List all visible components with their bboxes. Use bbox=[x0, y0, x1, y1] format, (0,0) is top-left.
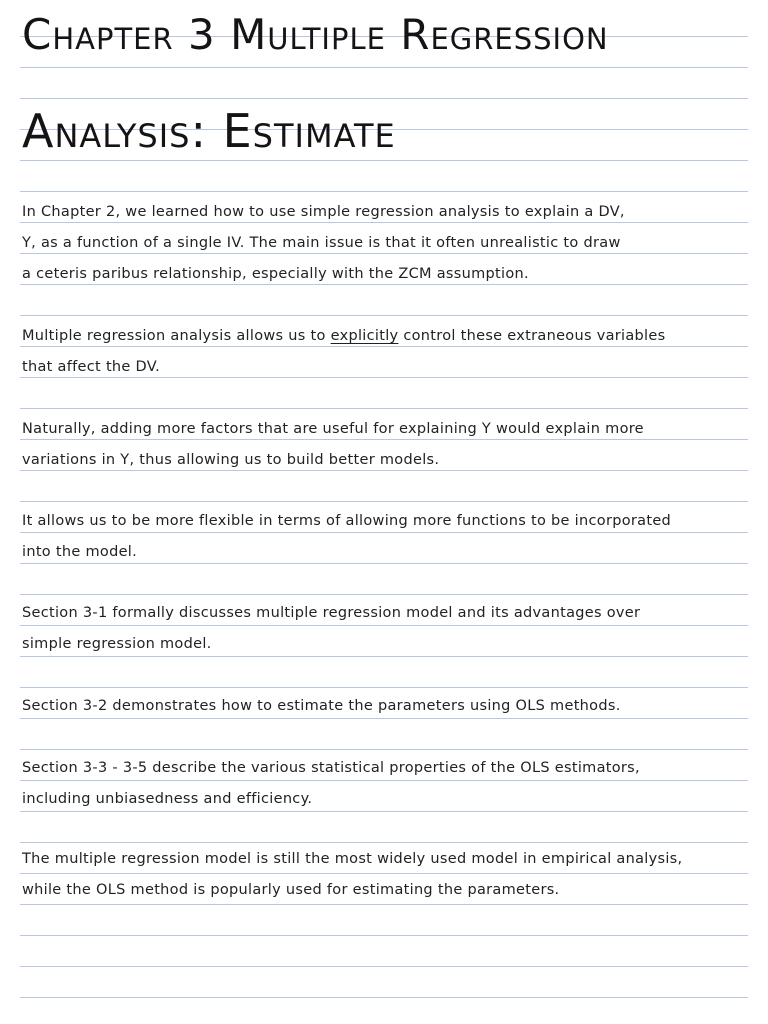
ruled-line bbox=[20, 222, 748, 223]
ruled-line bbox=[20, 346, 748, 347]
ruled-line bbox=[20, 408, 748, 409]
paragraph-1-line-3: a ceteris paribus relationship, especially with the ZCM assumption. bbox=[22, 266, 529, 282]
page-title-line-2: Analysis: Estimate bbox=[22, 104, 396, 158]
ruled-line bbox=[20, 842, 748, 843]
paragraph-1-line-1: In Chapter 2, we learned how to use simple regression analysis to explain a DV, bbox=[22, 204, 625, 220]
ruled-line bbox=[20, 470, 748, 471]
ruled-line bbox=[20, 997, 748, 998]
ruled-line bbox=[20, 625, 748, 626]
paragraph-4-line-1: It allows us to be more flexible in terms of allowing more functions to be incorporated bbox=[22, 513, 672, 529]
ruled-line bbox=[20, 718, 748, 719]
paragraph-2-line-2: that affect the DV. bbox=[22, 359, 161, 375]
paragraph-2-text-before: Multiple regression analysis allows us to bbox=[22, 328, 331, 344]
ruled-line bbox=[20, 439, 748, 440]
ruled-line bbox=[20, 594, 748, 595]
paragraph-5-line-2: simple regression model. bbox=[22, 636, 212, 652]
paragraph-3-line-2: variations in Y, thus allowing us to build better models. bbox=[22, 452, 440, 468]
paragraph-8-line-1: The multiple regression model is still the most widely used model in empirical analysis, bbox=[22, 851, 683, 867]
ruled-line bbox=[20, 191, 748, 192]
ruled-line bbox=[20, 873, 748, 874]
ruled-line bbox=[20, 284, 748, 285]
ruled-line bbox=[20, 656, 748, 657]
ruled-line bbox=[20, 67, 748, 68]
paragraph-6-line-1: Section 3-2 demonstrates how to estimate the parameters using OLS methods. bbox=[22, 698, 621, 714]
ruled-line bbox=[20, 501, 748, 502]
ruled-line bbox=[20, 780, 748, 781]
ruled-line bbox=[20, 935, 748, 936]
paragraph-1-line-2: Y, as a function of a single IV. The main issue is that it often unrealistic to draw bbox=[22, 235, 621, 251]
ruled-line bbox=[20, 966, 748, 967]
page-title-line-1: Chapter 3 Multiple Regression bbox=[22, 10, 609, 59]
paragraph-8-line-2: while the OLS method is popularly used for estimating the parameters. bbox=[22, 882, 560, 898]
ruled-line bbox=[20, 749, 748, 750]
ruled-line bbox=[20, 98, 748, 99]
paragraph-7-line-2: including unbiasedness and efficiency. bbox=[22, 791, 313, 807]
paragraph-2-text-after: control these extraneous variables bbox=[398, 328, 666, 344]
paragraph-7-line-1: Section 3-3 - 3-5 describe the various statistical properties of the OLS estimators, bbox=[22, 760, 640, 776]
ruled-line bbox=[20, 253, 748, 254]
paragraph-2-line-1 bbox=[22, 329, 665, 344]
ruled-line bbox=[20, 532, 748, 533]
ruled-line bbox=[20, 377, 748, 378]
ruled-line bbox=[20, 160, 748, 161]
paragraph-3-line-1: Naturally, adding more factors that are useful for explaining Y would explain more bbox=[22, 421, 644, 437]
ruled-line bbox=[20, 687, 748, 688]
ruled-line bbox=[20, 563, 748, 564]
ruled-line bbox=[20, 811, 748, 812]
ruled-line bbox=[20, 904, 748, 905]
paragraph-5-line-1: Section 3-1 formally discusses multiple regression model and its advantages over bbox=[22, 605, 641, 621]
paragraph-4-line-2: into the model. bbox=[22, 544, 138, 560]
underlined-word: explicitly bbox=[330, 328, 399, 344]
ruled-line bbox=[20, 315, 748, 316]
